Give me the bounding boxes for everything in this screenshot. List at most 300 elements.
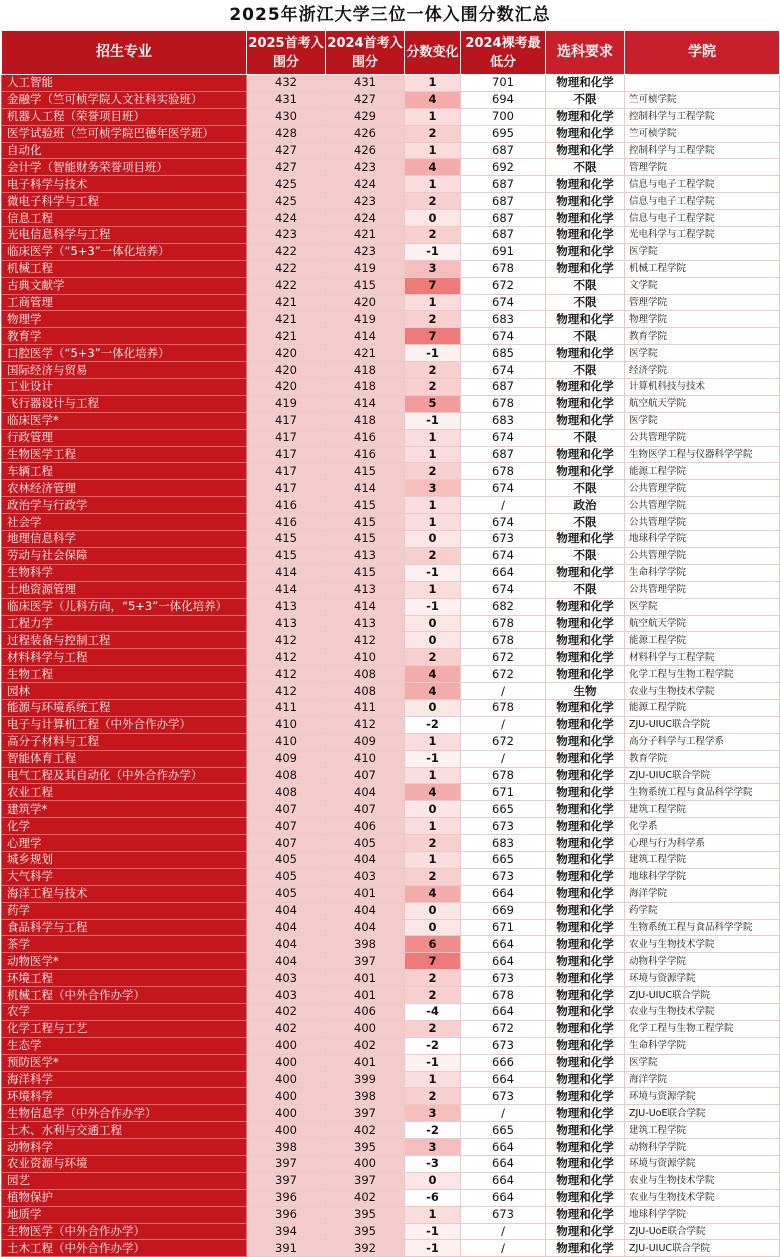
college-cell: 农业与生物技术学院	[625, 936, 780, 953]
naked-score-cell: 666	[461, 1054, 546, 1071]
score-2024-cell: 415	[326, 277, 405, 294]
score-2025-cell: 428	[247, 125, 326, 142]
table-row	[2, 1088, 780, 1105]
naked-score-cell: 678	[461, 615, 546, 632]
table-row	[2, 699, 780, 716]
naked-score-cell: 687	[461, 210, 546, 227]
table-row	[2, 547, 780, 564]
major-cell: 信息工程	[2, 210, 247, 227]
major-cell: 临床医学（“5+3”一体化培养）	[2, 243, 247, 260]
naked-score-cell: 691	[461, 243, 546, 260]
score-2024-cell: 419	[326, 311, 405, 328]
major-cell: 化学工程与工艺	[2, 1020, 247, 1037]
change-cell: 1	[405, 176, 461, 193]
score-2024-cell: 398	[326, 1088, 405, 1105]
table-row	[2, 953, 780, 970]
naked-score-cell: 687	[461, 193, 546, 210]
score-2024-cell: 423	[326, 159, 405, 176]
major-cell: 金融学（竺可桢学院人文社科实验班）	[2, 91, 247, 108]
change-cell: 2	[405, 227, 461, 244]
requirement-cell: 物理和化学	[546, 1206, 625, 1223]
table-row	[2, 531, 780, 548]
requirement-cell: 物理和化学	[546, 412, 625, 429]
college-cell: 文学院	[625, 277, 780, 294]
naked-score-cell: 664	[461, 1156, 546, 1173]
score-2024-cell: 400	[326, 1156, 405, 1173]
requirement-cell: 不限	[546, 294, 625, 311]
score-2024-cell: 421	[326, 345, 405, 362]
college-cell: 生物系统工程与食品科学学院	[625, 919, 780, 936]
college-cell: ZJU-UIUC联合学院	[625, 1240, 780, 1257]
requirement-cell: 政治	[546, 497, 625, 514]
naked-score-cell: 692	[461, 159, 546, 176]
score-2025-cell: 424	[247, 210, 326, 227]
table-row	[2, 379, 780, 396]
table-row	[2, 497, 780, 514]
table-body	[2, 75, 780, 1257]
change-cell: 0	[405, 632, 461, 649]
requirement-cell: 不限	[546, 480, 625, 497]
requirement-cell: 物理和化学	[546, 227, 625, 244]
major-cell: 临床医学（儿科方向，“5+3”一体化培养）	[2, 598, 247, 615]
change-cell: 1	[405, 1071, 461, 1088]
naked-score-cell: /	[461, 750, 546, 767]
score-2024-cell: 398	[326, 936, 405, 953]
college-cell: 信息与电子工程学院	[625, 210, 780, 227]
score-2025-cell: 427	[247, 159, 326, 176]
major-cell: 食品科学与工程	[2, 919, 247, 936]
naked-score-cell: /	[461, 1105, 546, 1122]
score-2024-cell: 401	[326, 970, 405, 987]
naked-score-cell: 671	[461, 784, 546, 801]
naked-score-cell: 674	[461, 328, 546, 345]
college-cell: 能源工程学院	[625, 699, 780, 716]
change-cell: 4	[405, 666, 461, 683]
naked-score-cell: 671	[461, 919, 546, 936]
score-2025-cell: 425	[247, 193, 326, 210]
change-cell: 3	[405, 260, 461, 277]
naked-score-cell: 674	[461, 581, 546, 598]
naked-score-cell: 682	[461, 598, 546, 615]
college-cell: 控制科学与工程学院	[625, 142, 780, 159]
naked-score-cell: 664	[461, 1172, 546, 1189]
major-cell: 高分子材料与工程	[2, 733, 247, 750]
college-cell: 管理学院	[625, 159, 780, 176]
college-cell	[625, 75, 780, 92]
requirement-cell: 物理和化学	[546, 463, 625, 480]
major-cell: 电气工程及其自动化（中外合作办学）	[2, 767, 247, 784]
requirement-cell: 物理和化学	[546, 1003, 625, 1020]
change-cell: 0	[405, 699, 461, 716]
header-major: 招生专业	[2, 31, 247, 75]
major-cell: 自动化	[2, 142, 247, 159]
score-2025-cell: 402	[247, 1003, 326, 1020]
score-2024-cell: 400	[326, 1020, 405, 1037]
major-cell: 飞行器设计与工程	[2, 395, 247, 412]
score-2025-cell: 417	[247, 463, 326, 480]
change-cell: 1	[405, 446, 461, 463]
table-row	[2, 683, 780, 700]
college-cell: 能源工程学院	[625, 463, 780, 480]
table-row	[2, 328, 780, 345]
score-2024-cell: 402	[326, 1189, 405, 1206]
change-cell: -1	[405, 412, 461, 429]
score-2024-cell: 407	[326, 767, 405, 784]
table-row	[2, 125, 780, 142]
table-row	[2, 260, 780, 277]
table-row	[2, 564, 780, 581]
naked-score-cell: 674	[461, 480, 546, 497]
score-2025-cell: 432	[247, 75, 326, 92]
requirement-cell: 物理和化学	[546, 1156, 625, 1173]
change-cell: 1	[405, 818, 461, 835]
score-2025-cell: 408	[247, 767, 326, 784]
requirement-cell: 物理和化学	[546, 1122, 625, 1139]
requirement-cell: 不限	[546, 581, 625, 598]
score-2024-cell: 418	[326, 379, 405, 396]
page-title: 2025年浙江大学三位一体入围分数汇总	[229, 5, 551, 25]
score-2024-cell: 426	[326, 125, 405, 142]
naked-score-cell: 673	[461, 818, 546, 835]
major-cell: 海洋工程与技术	[2, 885, 247, 902]
major-cell: 临床医学*	[2, 412, 247, 429]
change-cell: -1	[405, 1223, 461, 1240]
table-row	[2, 1003, 780, 1020]
change-cell: 3	[405, 1139, 461, 1156]
naked-score-cell: 674	[461, 294, 546, 311]
requirement-cell: 物理和化学	[546, 243, 625, 260]
change-cell: -1	[405, 1054, 461, 1071]
score-2025-cell: 413	[247, 615, 326, 632]
requirement-cell: 物理和化学	[546, 193, 625, 210]
score-2025-cell: 391	[247, 1240, 326, 1257]
score-2025-cell: 420	[247, 345, 326, 362]
score-2024-cell: 416	[326, 429, 405, 446]
requirement-cell: 物理和化学	[546, 835, 625, 852]
college-cell: ZJU-UoE联合学院	[625, 1223, 780, 1240]
college-cell: 计算机科技与技术	[625, 379, 780, 396]
change-cell: 1	[405, 75, 461, 92]
college-cell: 建筑工程学院	[625, 801, 780, 818]
score-2024-cell: 429	[326, 108, 405, 125]
score-2025-cell: 400	[247, 1054, 326, 1071]
naked-score-cell: 683	[461, 835, 546, 852]
score-2024-cell: 404	[326, 919, 405, 936]
college-cell: 农业与生物技术学院	[625, 683, 780, 700]
score-2024-cell: 414	[326, 480, 405, 497]
requirement-cell: 物理和化学	[546, 1172, 625, 1189]
change-cell: 2	[405, 835, 461, 852]
major-cell: 动物科学	[2, 1139, 247, 1156]
score-2025-cell: 410	[247, 733, 326, 750]
college-cell: 环境与资源学院	[625, 1088, 780, 1105]
score-2025-cell: 405	[247, 868, 326, 885]
score-2024-cell: 419	[326, 260, 405, 277]
change-cell: -2	[405, 716, 461, 733]
naked-score-cell: 674	[461, 429, 546, 446]
score-2025-cell: 430	[247, 108, 326, 125]
score-2024-cell: 414	[326, 598, 405, 615]
requirement-cell: 物理和化学	[546, 260, 625, 277]
score-2024-cell: 420	[326, 294, 405, 311]
major-cell: 古典文献学	[2, 277, 247, 294]
change-cell: 2	[405, 987, 461, 1004]
naked-score-cell: 678	[461, 395, 546, 412]
header-score-2025: 2025首考入围分	[247, 31, 326, 75]
requirement-cell: 不限	[546, 159, 625, 176]
requirement-cell: 物理和化学	[546, 851, 625, 868]
score-2025-cell: 397	[247, 1156, 326, 1173]
table-row	[2, 716, 780, 733]
score-2024-cell: 424	[326, 210, 405, 227]
table-row	[2, 142, 780, 159]
score-2024-cell: 411	[326, 699, 405, 716]
table-row	[2, 176, 780, 193]
score-2025-cell: 405	[247, 885, 326, 902]
requirement-cell: 物理和化学	[546, 885, 625, 902]
major-cell: 会计学（智能财务荣誉项目班）	[2, 159, 247, 176]
change-cell: -2	[405, 1037, 461, 1054]
naked-score-cell: /	[461, 1240, 546, 1257]
major-cell: 智能体育工程	[2, 750, 247, 767]
major-cell: 教育学	[2, 328, 247, 345]
requirement-cell: 物理和化学	[546, 531, 625, 548]
score-2024-cell: 408	[326, 683, 405, 700]
score-2024-cell: 413	[326, 547, 405, 564]
change-cell: 3	[405, 1105, 461, 1122]
change-cell: 2	[405, 463, 461, 480]
college-cell: 高分子科学与工程学系	[625, 733, 780, 750]
college-cell: 化学系	[625, 818, 780, 835]
score-2025-cell: 421	[247, 328, 326, 345]
requirement-cell: 不限	[546, 277, 625, 294]
college-cell: 生物医学工程与仪器科学学院	[625, 446, 780, 463]
major-cell: 城乡规划	[2, 851, 247, 868]
major-cell: 生物工程	[2, 666, 247, 683]
score-2025-cell: 400	[247, 1122, 326, 1139]
change-cell: -2	[405, 1122, 461, 1139]
table-row	[2, 581, 780, 598]
score-2025-cell: 416	[247, 497, 326, 514]
score-2024-cell: 401	[326, 885, 405, 902]
score-2025-cell: 425	[247, 176, 326, 193]
change-cell: 2	[405, 193, 461, 210]
table-row	[2, 818, 780, 835]
college-cell: 药学院	[625, 902, 780, 919]
change-cell: -1	[405, 243, 461, 260]
requirement-cell: 物理和化学	[546, 818, 625, 835]
table-row	[2, 193, 780, 210]
college-cell: 信息与电子工程学院	[625, 176, 780, 193]
change-cell: 4	[405, 683, 461, 700]
requirement-cell: 物理和化学	[546, 379, 625, 396]
naked-score-cell: 694	[461, 91, 546, 108]
naked-score-cell: 674	[461, 362, 546, 379]
change-cell: 6	[405, 936, 461, 953]
major-cell: 生态学	[2, 1037, 247, 1054]
score-2024-cell: 409	[326, 733, 405, 750]
header-row	[2, 31, 780, 75]
table-row	[2, 1206, 780, 1223]
score-2025-cell: 404	[247, 936, 326, 953]
requirement-cell: 物理和化学	[546, 953, 625, 970]
requirement-cell: 物理和化学	[546, 176, 625, 193]
college-cell: 建筑工程学院	[625, 851, 780, 868]
major-cell: 预防医学*	[2, 1054, 247, 1071]
score-2025-cell: 415	[247, 547, 326, 564]
table-row	[2, 75, 780, 92]
major-cell: 行政管理	[2, 429, 247, 446]
table-row	[2, 1122, 780, 1139]
major-cell: 建筑学*	[2, 801, 247, 818]
naked-score-cell: 673	[461, 868, 546, 885]
change-cell: 1	[405, 733, 461, 750]
change-cell: 2	[405, 362, 461, 379]
requirement-cell: 物理和化学	[546, 902, 625, 919]
score-2024-cell: 406	[326, 818, 405, 835]
score-2025-cell: 420	[247, 379, 326, 396]
requirement-cell: 物理和化学	[546, 1223, 625, 1240]
score-2025-cell: 421	[247, 294, 326, 311]
score-2025-cell: 412	[247, 649, 326, 666]
requirement-cell: 物理和化学	[546, 446, 625, 463]
naked-score-cell: 678	[461, 987, 546, 1004]
score-2024-cell: 410	[326, 649, 405, 666]
score-2025-cell: 396	[247, 1189, 326, 1206]
college-cell: 能源工程学院	[625, 632, 780, 649]
naked-score-cell: 678	[461, 632, 546, 649]
table-row	[2, 1037, 780, 1054]
score-2025-cell: 412	[247, 683, 326, 700]
score-2024-cell: 407	[326, 801, 405, 818]
score-2024-cell: 413	[326, 615, 405, 632]
score-2025-cell: 415	[247, 531, 326, 548]
score-2025-cell: 414	[247, 564, 326, 581]
change-cell: 1	[405, 767, 461, 784]
naked-score-cell: 664	[461, 936, 546, 953]
major-cell: 农业工程	[2, 784, 247, 801]
requirement-cell: 物理和化学	[546, 1037, 625, 1054]
naked-score-cell: 695	[461, 125, 546, 142]
score-2024-cell: 423	[326, 193, 405, 210]
score-2024-cell: 404	[326, 902, 405, 919]
table-row	[2, 1054, 780, 1071]
naked-score-cell: 664	[461, 564, 546, 581]
table-row	[2, 885, 780, 902]
score-2024-cell: 426	[326, 142, 405, 159]
naked-score-cell: 678	[461, 463, 546, 480]
college-cell: 管理学院	[625, 294, 780, 311]
requirement-cell: 物理和化学	[546, 750, 625, 767]
requirement-cell: 物理和化学	[546, 1088, 625, 1105]
table-row	[2, 835, 780, 852]
college-cell: 化学工程与生物工程学院	[625, 666, 780, 683]
score-2025-cell: 404	[247, 953, 326, 970]
requirement-cell: 物理和化学	[546, 345, 625, 362]
major-cell: 过程装备与控制工程	[2, 632, 247, 649]
major-cell: 工商管理	[2, 294, 247, 311]
score-2025-cell: 413	[247, 598, 326, 615]
change-cell: -1	[405, 1240, 461, 1257]
table-row	[2, 480, 780, 497]
score-2024-cell: 395	[326, 1139, 405, 1156]
change-cell: 2	[405, 970, 461, 987]
score-2025-cell: 420	[247, 362, 326, 379]
score-2025-cell: 417	[247, 480, 326, 497]
naked-score-cell: 685	[461, 345, 546, 362]
college-cell: 环境与资源学院	[625, 970, 780, 987]
score-2025-cell: 396	[247, 1206, 326, 1223]
table-row	[2, 514, 780, 531]
requirement-cell: 不限	[546, 514, 625, 531]
table-row	[2, 412, 780, 429]
college-cell: 教育学院	[625, 328, 780, 345]
score-2024-cell: 414	[326, 395, 405, 412]
change-cell: 2	[405, 868, 461, 885]
table-row	[2, 750, 780, 767]
change-cell: 1	[405, 108, 461, 125]
requirement-cell: 不限	[546, 547, 625, 564]
major-cell: 生物医学工程	[2, 446, 247, 463]
change-cell: -6	[405, 1189, 461, 1206]
score-2024-cell: 415	[326, 463, 405, 480]
header-college: 学院	[625, 31, 780, 75]
major-cell: 材料科学与工程	[2, 649, 247, 666]
major-cell: 动物医学*	[2, 953, 247, 970]
requirement-cell: 物理和化学	[546, 311, 625, 328]
change-cell: -4	[405, 1003, 461, 1020]
table-row	[2, 429, 780, 446]
change-cell: -1	[405, 750, 461, 767]
change-cell: 2	[405, 1088, 461, 1105]
college-cell: 动物科学学院	[625, 1139, 780, 1156]
change-cell: -1	[405, 345, 461, 362]
naked-score-cell: 678	[461, 699, 546, 716]
major-cell: 农林经济管理	[2, 480, 247, 497]
table-row	[2, 463, 780, 480]
college-cell: 公共管理学院	[625, 514, 780, 531]
score-2024-cell: 404	[326, 784, 405, 801]
table-row	[2, 294, 780, 311]
change-cell: -1	[405, 598, 461, 615]
score-2025-cell: 397	[247, 1172, 326, 1189]
score-2025-cell: 422	[247, 277, 326, 294]
change-cell: 1	[405, 294, 461, 311]
major-cell: 海洋科学	[2, 1071, 247, 1088]
naked-score-cell: /	[461, 683, 546, 700]
college-cell: 农业与生物技术学院	[625, 1172, 780, 1189]
requirement-cell: 物理和化学	[546, 936, 625, 953]
table-row	[2, 649, 780, 666]
score-2025-cell: 431	[247, 91, 326, 108]
change-cell: 1	[405, 851, 461, 868]
table-row	[2, 1172, 780, 1189]
college-cell: ZJU-UoE联合学院	[625, 1105, 780, 1122]
major-cell: 生物科学	[2, 564, 247, 581]
naked-score-cell: 665	[461, 851, 546, 868]
table-row	[2, 277, 780, 294]
score-2024-cell: 401	[326, 1054, 405, 1071]
score-2025-cell: 417	[247, 446, 326, 463]
table-row	[2, 1223, 780, 1240]
naked-score-cell: 700	[461, 108, 546, 125]
college-cell: 竺可桢学院	[625, 91, 780, 108]
major-cell: 化学	[2, 818, 247, 835]
score-2024-cell: 410	[326, 750, 405, 767]
naked-score-cell: 673	[461, 531, 546, 548]
change-cell: 1	[405, 514, 461, 531]
requirement-cell: 物理和化学	[546, 1020, 625, 1037]
